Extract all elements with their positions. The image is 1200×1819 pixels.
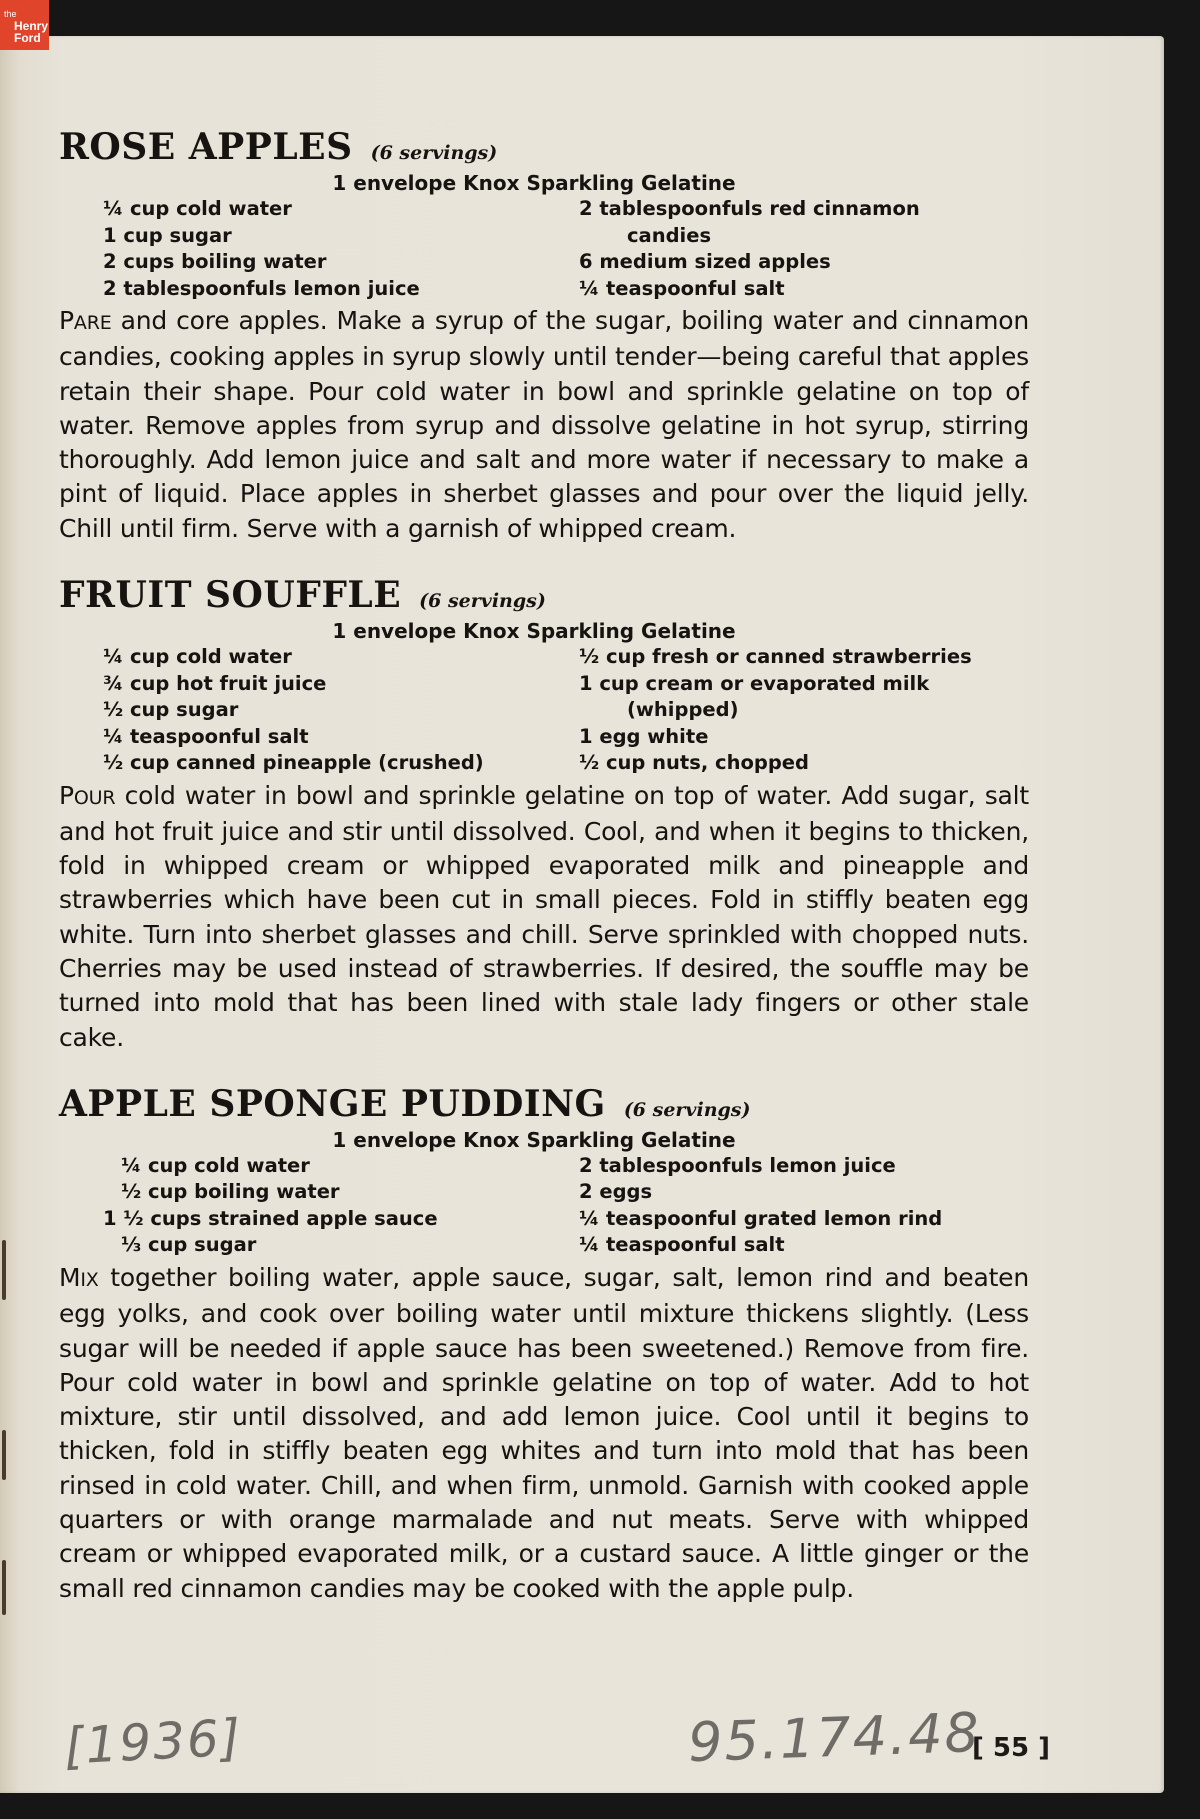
recipe-title bbox=[59, 568, 1029, 622]
ingredient: ½ cup fresh or canned strawberries bbox=[579, 645, 972, 669]
ingredient: ½ cup boiling water bbox=[121, 1180, 340, 1204]
gelatine-envelope: 1 envelope Knox Sparkling Gelatine bbox=[332, 619, 736, 644]
page-number: [ 55 ] bbox=[971, 1733, 1050, 1763]
ingredient: ¼ cup cold water bbox=[103, 645, 292, 669]
ingredient: ¼ teaspoonful salt bbox=[103, 724, 309, 748]
binding-mark bbox=[2, 1430, 6, 1480]
instructions-text: together boiling water, apple sauce, sugar, salt, lemon rind and beaten egg yolks, and cook over boiling water until mixture thickens slightly. (Less sugar will be needed if apple sauce has been sweetened.) Remove from fire. Pour cold water in bowl and sprinkle gelatine on top of water. Add to hot mixture, stir until dissolved, and add lemon juice. Cool until it begins to thicken, fold in stiffly beaten egg whites and turn into mold that has been rinsed in cold water. Chill, and when firm, unmold. Garnish with cooked apple quarters or with orange marmalade and nut meats. Serve with whipped cream or whipped evaporated milk, or a custard sauce. A little ginger or the small red cinnamon candies may be cooked with the apple pulp. bbox=[59, 1262, 1029, 1603]
ingredients-right-column bbox=[579, 196, 1029, 302]
recipe-title bbox=[59, 120, 1029, 174]
gelatine-envelope: 1 envelope Knox Sparkling Gelatine bbox=[332, 1127, 736, 1152]
instructions-small-caps: ARE bbox=[73, 312, 112, 334]
ingredient: 1 cup cream or evaporated milk bbox=[579, 671, 930, 695]
logo-line-the: the bbox=[4, 9, 17, 19]
recipe-servings: (6 servings) bbox=[370, 142, 498, 164]
ingredient: ½ cup sugar bbox=[103, 698, 239, 722]
ingredients-right-column bbox=[579, 1153, 1029, 1259]
ingredient: ⅓ cup sugar bbox=[121, 1233, 257, 1257]
logo-line-ford: Ford bbox=[14, 31, 41, 45]
henry-ford-logo bbox=[0, 0, 49, 50]
ingredient: 2 cups boiling water bbox=[103, 250, 327, 273]
ingredient: 1 ½ cups strained apple sauce bbox=[103, 1206, 438, 1230]
handwritten-year: [1936] bbox=[62, 1708, 244, 1776]
recipe-title-text: FRUIT SOUFFLE bbox=[59, 574, 402, 617]
binding-mark bbox=[2, 1560, 6, 1615]
ingredient: ¾ cup hot fruit juice bbox=[103, 671, 327, 695]
ingredient: 2 tablespoonfuls lemon juice bbox=[103, 276, 420, 300]
ingredients-list bbox=[59, 196, 1029, 302]
ingredient: 1 egg white bbox=[579, 724, 709, 748]
recipe-apple-sponge-pudding bbox=[59, 1077, 1029, 1606]
handwritten-accession-number: 95.174.48 bbox=[686, 1700, 982, 1775]
section-gap bbox=[59, 546, 1029, 568]
logo-line-henry: Henry bbox=[14, 19, 49, 33]
ingredients-right-column bbox=[579, 644, 1029, 777]
ingredient: ¼ cup cold water bbox=[103, 197, 292, 220]
recipe-title bbox=[59, 1077, 1029, 1131]
binding-mark bbox=[2, 1240, 6, 1300]
instructions-text: cold water in bowl and sprinkle gelatine on top of water. Add sugar, salt and hot fruit juice and stir until dissolved. Cool, and when it begins to thicken, fold in whipped cream or whipped evaporated milk and pineapple and strawberries which have been cut in small pieces. Fold in stiffly beaten egg white. Turn into sherbet glasses and chill. Serve sprinkled with chopped nuts. Cherries may be used instead of strawberries. If desired, the souffle may be turned into mold that has been lined with stale lady fingers or other stale cake. bbox=[59, 780, 1029, 1052]
recipe-instructions bbox=[59, 779, 1029, 1055]
gelatine-envelope: 1 envelope Knox Sparkling Gelatine bbox=[332, 171, 736, 195]
recipe-servings: (6 servings) bbox=[419, 590, 546, 613]
recipe-instructions bbox=[59, 1261, 1029, 1606]
recipe-instructions bbox=[59, 304, 1029, 546]
instructions-initial: P bbox=[59, 780, 74, 810]
ingredients-left-column bbox=[59, 196, 579, 302]
ingredient: 2 eggs bbox=[579, 1180, 653, 1204]
ingredient: ¼ teaspoonful salt bbox=[579, 1233, 785, 1257]
instructions-initial: P bbox=[59, 306, 74, 335]
ingredients-list bbox=[59, 644, 1029, 777]
ingredient: 6 medium sized apples bbox=[579, 250, 831, 273]
ingredient: ¼ teaspoonful salt bbox=[579, 276, 785, 300]
ingredient: 2 tablespoonfuls lemon juice bbox=[579, 1153, 896, 1177]
recipe-servings: (6 servings) bbox=[623, 1098, 751, 1121]
ingredient: ½ cup nuts, chopped bbox=[579, 751, 809, 775]
ingredient: 2 tablespoonfuls red cinnamon bbox=[579, 197, 920, 220]
recipe-fruit-souffle bbox=[59, 568, 1029, 1055]
ingredients-left-column bbox=[59, 1153, 579, 1259]
instructions-initial: M bbox=[59, 1262, 81, 1292]
recipe-title-text: ROSE APPLES bbox=[59, 126, 353, 168]
instructions-text: and core apples. Make a syrup of the sugar, boiling water and cinnamon candies, cooking apples in syrup slowly until tender—being careful that apples retain their shape. Pour cold water in bowl and sprinkle gelatine on top of water. Remove apples from syrup and dissolve gelatine in hot syrup, stirring thoroughly. Add lemon juice and salt and more water if necessary to make a pint of liquid. Place apples in sherbet glasses and pour over the liquid jelly. Chill until firm. Serve with a garnish of whipped cream. bbox=[59, 306, 1029, 543]
ingredient: (whipped) bbox=[627, 698, 739, 722]
ingredient: 1 cup sugar bbox=[103, 223, 232, 247]
section-gap bbox=[59, 1055, 1029, 1077]
recipe-rose-apples bbox=[59, 120, 1029, 546]
ingredient: ¼ cup cold water bbox=[121, 1153, 310, 1177]
instructions-small-caps: IX bbox=[80, 1268, 99, 1291]
ingredients-list bbox=[59, 1153, 1029, 1259]
ingredients-left-column bbox=[59, 644, 579, 777]
ingredient: ½ cup canned pineapple (crushed) bbox=[103, 751, 484, 775]
recipe-content bbox=[59, 120, 1029, 1606]
instructions-small-caps: OUR bbox=[73, 786, 116, 809]
recipe-title-text: APPLE SPONGE PUDDING bbox=[59, 1082, 606, 1125]
ingredient: candies bbox=[627, 223, 712, 247]
ingredient: ¼ teaspoonful grated lemon rind bbox=[579, 1206, 943, 1230]
